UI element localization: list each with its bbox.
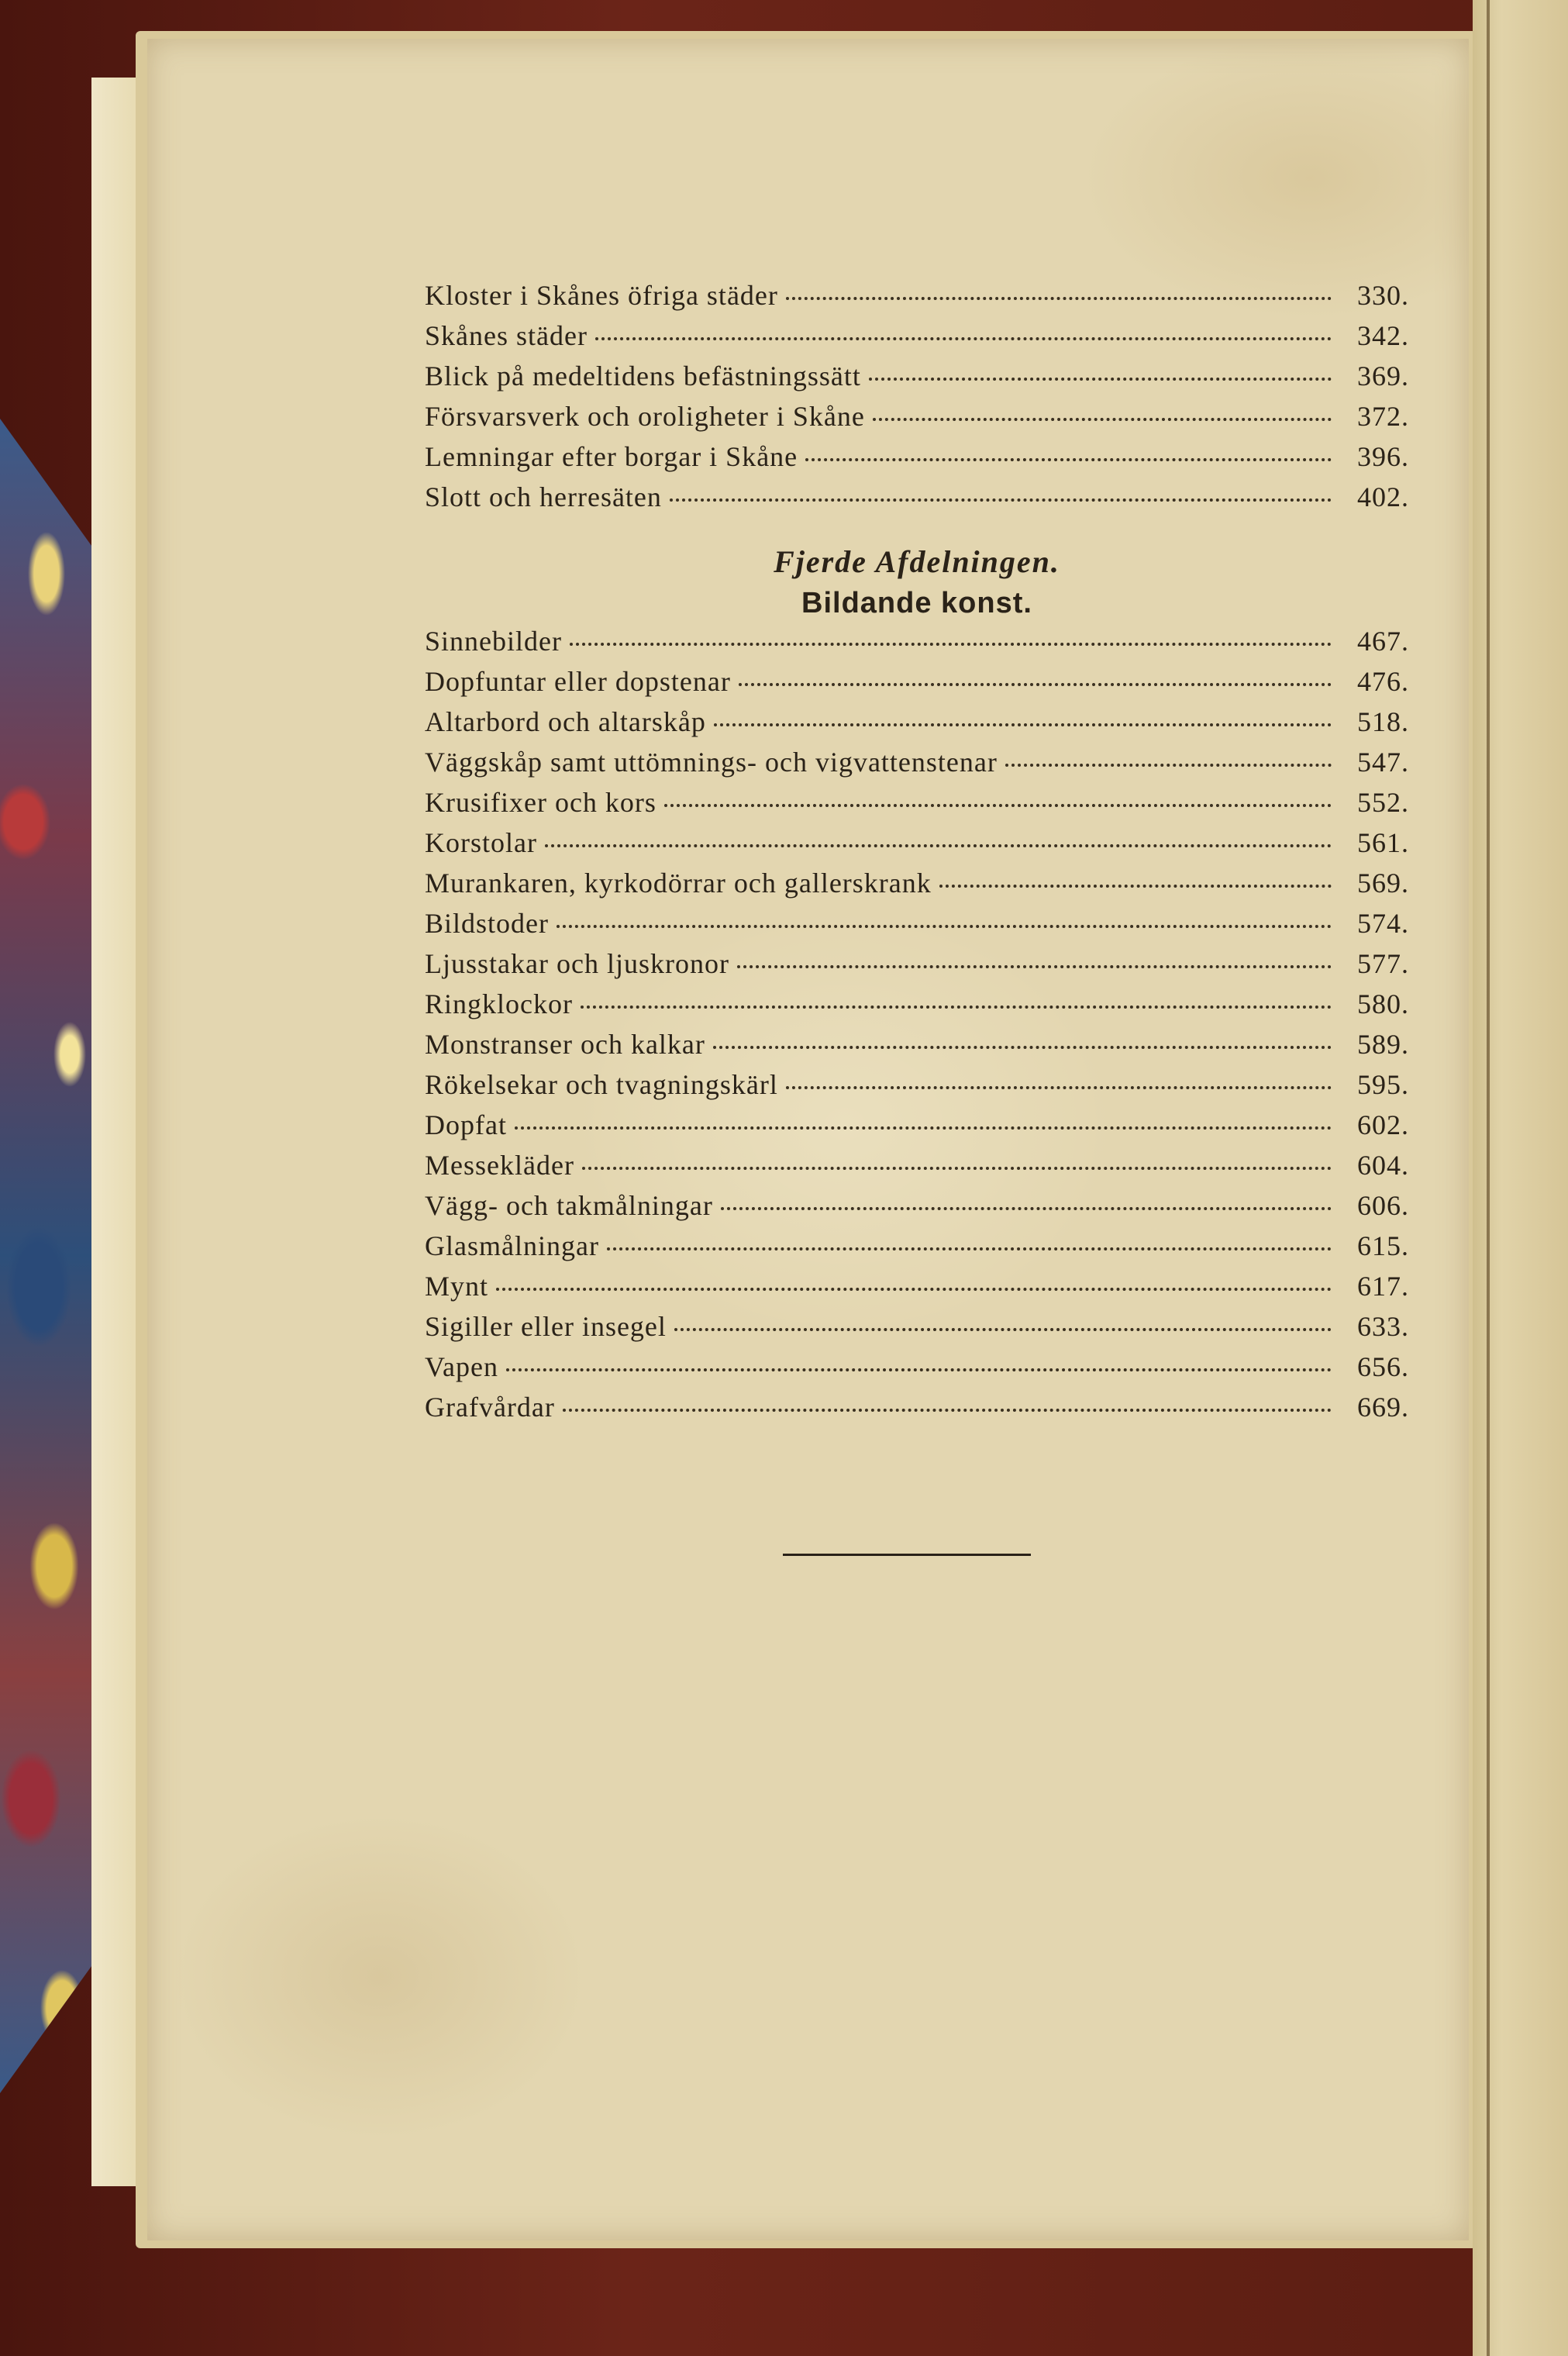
toc-entry-title: Bildstoder (425, 908, 549, 939)
toc-entry-title: Ljusstakar och ljuskronor (425, 948, 729, 979)
dot-leader (1005, 764, 1332, 767)
dot-leader (563, 1409, 1332, 1412)
toc-entry-page: 396. (1357, 441, 1409, 472)
dot-leader (805, 458, 1332, 461)
toc-entry-title: Vägg- och takmålningar (425, 1190, 713, 1221)
toc-entry-title: Skånes städer (425, 320, 588, 351)
toc-entry (425, 481, 1409, 521)
toc-entry-page: 617. (1357, 1271, 1409, 1302)
toc-entry-page: 561. (1357, 827, 1409, 858)
dot-leader (714, 723, 1332, 726)
toc-entry-page: 595. (1357, 1069, 1409, 1100)
dot-leader (506, 1368, 1332, 1371)
table-of-contents (425, 279, 1409, 1431)
dot-leader (786, 297, 1332, 300)
toc-entry-page: 656. (1357, 1351, 1409, 1382)
dot-leader (873, 418, 1332, 421)
toc-entry-title: Murankaren, kyrkodörrar och gallerskrank (425, 868, 932, 899)
toc-list-after (425, 625, 1409, 1431)
toc-entry-page: 577. (1357, 948, 1409, 979)
toc-entry (425, 907, 1409, 947)
dot-leader (496, 1288, 1332, 1291)
toc-entry (425, 826, 1409, 867)
toc-entry-title: Glasmålningar (425, 1230, 599, 1261)
toc-entry (425, 1068, 1409, 1109)
dot-leader (545, 844, 1332, 847)
dot-leader (939, 885, 1332, 888)
toc-entry-page: 552. (1357, 787, 1409, 818)
spine-divider (1487, 0, 1490, 2356)
toc-entry-title: Altarbord och altarskåp (425, 706, 706, 737)
toc-entry-page: 669. (1357, 1392, 1409, 1423)
toc-entry-title: Lemningar efter borgar i Skåne (425, 441, 798, 472)
toc-entry-page: 330. (1357, 280, 1409, 311)
toc-entry-title: Kloster i Skånes öfriga städer (425, 280, 778, 311)
toc-entry-page: 476. (1357, 666, 1409, 697)
toc-entry (425, 1189, 1409, 1230)
toc-entry (425, 665, 1409, 705)
toc-entry (425, 1350, 1409, 1391)
toc-entry (425, 1109, 1409, 1149)
dot-leader (664, 804, 1332, 807)
toc-entry-page: 369. (1357, 360, 1409, 392)
toc-entry-title: Ringklockor (425, 988, 573, 1019)
toc-entry-page: 574. (1357, 908, 1409, 939)
toc-entry-page: 615. (1357, 1230, 1409, 1261)
toc-entry-title: Mynt (425, 1271, 489, 1302)
toc-entry (425, 867, 1409, 907)
dot-leader (582, 1167, 1332, 1170)
section-subheading: Bildande konst. (801, 587, 1032, 619)
toc-entry-page: 604. (1357, 1150, 1409, 1181)
toc-entry-title: Korstolar (425, 827, 537, 858)
dot-leader (721, 1207, 1332, 1210)
toc-entry (425, 1270, 1409, 1310)
section-header (425, 543, 1409, 625)
dot-leader (515, 1126, 1332, 1130)
toc-entry (425, 440, 1409, 481)
toc-entry (425, 625, 1409, 665)
toc-entry (425, 705, 1409, 746)
closing-rule (783, 1554, 1031, 1556)
toc-entry-page: 580. (1357, 988, 1409, 1019)
toc-entry (425, 400, 1409, 440)
dot-leader (595, 337, 1332, 340)
toc-entry-page: 342. (1357, 320, 1409, 351)
toc-entry (425, 746, 1409, 786)
right-page-edge (1473, 0, 1568, 2356)
dot-leader (739, 683, 1332, 686)
toc-entry-page: 602. (1357, 1109, 1409, 1140)
toc-entry-title: Väggskåp samt uttömnings- och vigvattenstenar (425, 747, 998, 778)
toc-entry (425, 319, 1409, 360)
toc-entry-title: Monstranser och kalkar (425, 1029, 705, 1060)
toc-entry-page: 547. (1357, 747, 1409, 778)
toc-entry-title: Vapen (425, 1351, 498, 1382)
dot-leader (607, 1247, 1332, 1250)
toc-entry (425, 988, 1409, 1028)
dot-leader (869, 378, 1332, 381)
toc-entry-page: 589. (1357, 1029, 1409, 1060)
toc-entry-page: 518. (1357, 706, 1409, 737)
dot-leader (674, 1328, 1332, 1331)
toc-entry (425, 1230, 1409, 1270)
toc-entry-title: Sigiller eller insegel (425, 1311, 667, 1342)
section-heading: Fjerde Afdelningen. (774, 544, 1060, 579)
toc-entry-title: Rökelsekar och tvagningskärl (425, 1069, 778, 1100)
toc-entry-title: Dopfuntar eller dopstenar (425, 666, 731, 697)
toc-entry-title: Krusifixer och kors (425, 787, 656, 818)
dot-leader (670, 498, 1332, 502)
dot-leader (581, 1006, 1332, 1009)
toc-entry (425, 279, 1409, 319)
dot-leader (786, 1086, 1332, 1089)
toc-entry-title: Grafvårdar (425, 1392, 555, 1423)
toc-entry-page: 402. (1357, 481, 1409, 512)
dot-leader (570, 643, 1332, 646)
toc-entry (425, 1028, 1409, 1068)
toc-entry-title: Blick på medeltidens befästningssätt (425, 360, 861, 392)
toc-entry-page: 372. (1357, 401, 1409, 432)
dot-leader (713, 1046, 1332, 1049)
toc-entry-title: Sinnebilder (425, 626, 562, 657)
toc-entry (425, 947, 1409, 988)
toc-entry-page: 606. (1357, 1190, 1409, 1221)
toc-entry (425, 1310, 1409, 1350)
toc-entry (425, 1391, 1409, 1431)
toc-entry-title: Slott och herresäten (425, 481, 662, 512)
toc-entry-title: Dopfat (425, 1109, 507, 1140)
toc-entry-page: 633. (1357, 1311, 1409, 1342)
toc-entry-page: 569. (1357, 868, 1409, 899)
dot-leader (737, 965, 1332, 968)
toc-entry (425, 786, 1409, 826)
toc-entry-page: 467. (1357, 626, 1409, 657)
toc-entry-title: Messekläder (425, 1150, 574, 1181)
toc-entry (425, 360, 1409, 400)
dot-leader (557, 925, 1332, 928)
toc-entry (425, 1149, 1409, 1189)
toc-entry-title: Försvarsverk och oroligheter i Skåne (425, 401, 865, 432)
toc-list-before (425, 279, 1409, 521)
